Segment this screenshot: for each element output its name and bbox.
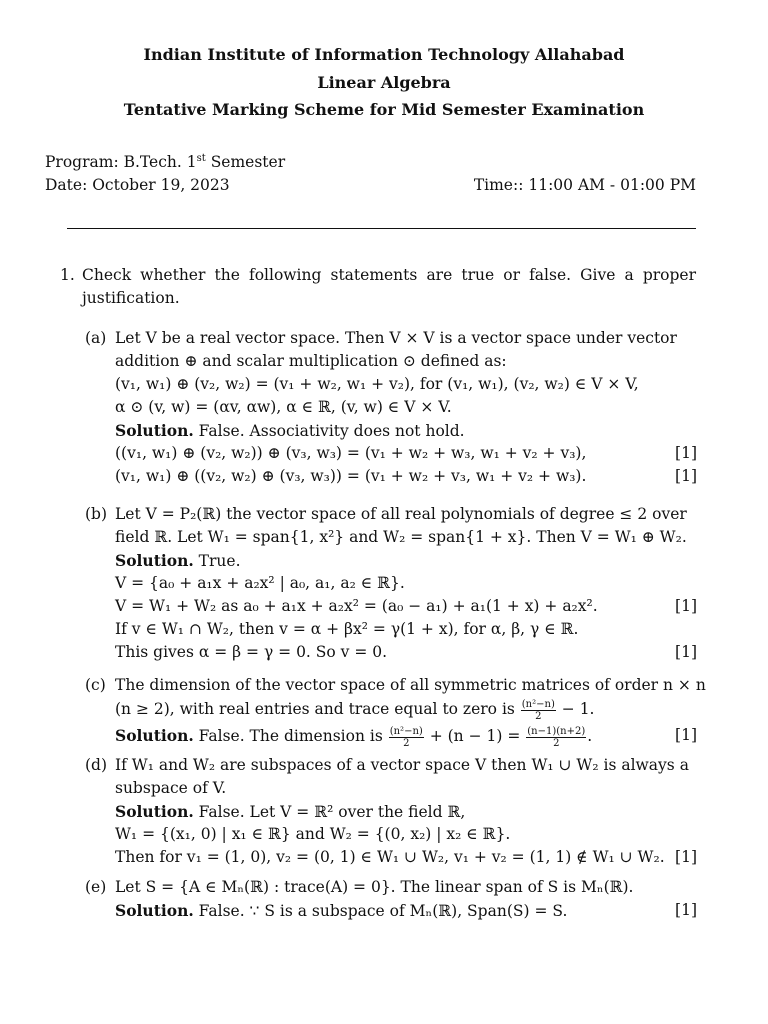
part-d-label: (d) (85, 756, 108, 774)
institute-name: Indian Institute of Information Technology Allahabad (143, 45, 625, 64)
question-number: 1. (60, 266, 75, 284)
part-a-solution-line: (v₁, w₁) ⊕ ((v₂, w₂) ⊕ (v₃, w₃)) = (v₁ + w₂ + v₃, w₁ + v₂ + w₃). (115, 467, 587, 485)
fraction (521, 699, 556, 722)
part-d-solution-line: Then for v₁ = (1, 0), v₂ = (0, 1) ∈ W₁ ∪ W₂, v₁ + v₂ = (1, 1) ∉ W₁ ∪ W₂. (115, 848, 665, 866)
part-a-statement-line: α ⊙ (v, w) = (αv, αw), α ∈ ℝ, (v, w) ∈ V × V. (115, 398, 452, 416)
solution-label: Solution. (115, 802, 194, 821)
mark: [1] (675, 597, 697, 615)
part-e-label: (e) (85, 878, 107, 896)
part-e-solution-text: False. ∵ S is a subspace of Mₙ(ℝ), Span(S) = S. (193, 902, 568, 920)
solution-label: Solution. (115, 551, 194, 570)
mark: [1] (675, 901, 697, 919)
part-a-solution-line: ((v₁, w₁) ⊕ (v₂, w₂)) ⊕ (v₃, w₃) = (v₁ + w₂ + w₃, w₁ + v₂ + v₃), (115, 444, 587, 462)
part-b-solution (115, 549, 241, 572)
fraction-numerator: (n−1)(n+2) (527, 725, 586, 737)
program-info (45, 153, 285, 171)
fraction-denominator: 2 (403, 737, 410, 749)
part-a-statement-line: addition ⊕ and scalar multiplication ⊙ defined as: (115, 352, 507, 370)
part-c-statement-line (115, 698, 595, 721)
fraction-denominator: 2 (535, 710, 542, 722)
part-b-solution-line: This gives α = β = γ = 0. So v = 0. (115, 643, 388, 661)
mark: [1] (675, 444, 697, 462)
part-a-statement-line: Let V be a real vector space. Then V × V is a vector space under vector (115, 329, 677, 347)
part-b-statement-line: field ℝ. Let W₁ = span{1, x²} and W₂ = span{1 + x}. Then V = W₁ ⊕ W₂. (115, 528, 687, 546)
solution-label: Solution. (115, 726, 194, 745)
part-c-solution-text: + (n − 1) = (424, 727, 526, 745)
part-c-text: (n ≥ 2), with real entries and trace equal to zero is (115, 700, 520, 718)
question-text: Check whether the following statements are true or false. Give a proper justification. (82, 266, 696, 307)
part-e (85, 876, 697, 926)
part-a-solution-text: False. Associativity does not hold. (193, 422, 465, 440)
exam-date: Date: October 19, 2023 (45, 176, 230, 194)
part-c-solution-text: . (587, 727, 593, 745)
solution-label: Solution. (115, 901, 194, 920)
document-title: Tentative Marking Scheme for Mid Semester Examination (123, 100, 645, 119)
fraction-numerator: (n²−n) (389, 725, 423, 737)
solution-label: Solution. (115, 421, 194, 440)
part-b-solution-line: V = {a₀ + a₁x + a₂x² | a₀, a₁, a₂ ∈ ℝ}. (115, 574, 405, 592)
mark: [1] (675, 726, 697, 744)
program-superscript: st (196, 153, 206, 164)
fraction (526, 726, 586, 749)
program-prefix: Program: B.Tech. 1 (45, 153, 197, 172)
part-a-statement-line: (v₁, w₁) ⊕ (v₂, w₂) = (v₁ + w₂, w₁ + v₂), for (v₁, w₁), (v₂, w₂) ∈ V × V, (115, 375, 639, 393)
fraction-numerator: (n²−n) (521, 698, 555, 710)
program-suffix: Semester (205, 153, 286, 172)
part-d-statement-line: If W₁ and W₂ are subspaces of a vector space V then W₁ ∪ W₂ is always a (115, 756, 689, 774)
part-b-statement-line: Let V = P₂(ℝ) the vector space of all real polynomials of degree ≤ 2 over (115, 505, 687, 523)
part-b-solution-line: V = W₁ + W₂ as a₀ + a₁x + a₂x² = (a₀ − a₁) + a₁(1 + x) + a₂x². (115, 597, 598, 615)
part-c-text: − 1. (556, 700, 595, 718)
mark: [1] (675, 643, 697, 661)
fraction (389, 726, 424, 749)
part-c-solution-text: False. The dimension is (193, 727, 388, 745)
header-divider (67, 228, 696, 229)
part-a-solution (115, 419, 465, 442)
part-b-solution-text: True. (193, 552, 241, 570)
part-e-statement-line: Let S = {A ∈ Mₙ(ℝ) : trace(A) = 0}. The linear span of S is Mₙ(ℝ). (115, 878, 634, 896)
mark: [1] (675, 467, 697, 485)
question-1 (60, 264, 700, 314)
fraction-denominator: 2 (553, 737, 560, 749)
part-a-label: (a) (85, 329, 107, 347)
part-a (85, 327, 697, 497)
part-b (85, 503, 697, 668)
part-c-label: (c) (85, 676, 106, 694)
part-b-solution-line: If v ∈ W₁ ∩ W₂, then v = α + βx² = γ(1 + x), for α, β, γ ∈ ℝ. (115, 620, 579, 638)
part-d-solution-text: False. Let V = ℝ² over the field ℝ, (193, 803, 466, 821)
part-d-statement-line: subspace of V. (115, 779, 227, 797)
mark: [1] (675, 848, 697, 866)
course-name: Linear Algebra (317, 73, 451, 92)
part-d-solution (115, 800, 465, 823)
part-c-statement-line: The dimension of the vector space of all symmetric matrices of order n × n (115, 676, 706, 694)
part-b-label: (b) (85, 505, 108, 523)
part-c-solution (115, 724, 592, 747)
part-c (85, 674, 706, 754)
part-e-solution (115, 899, 567, 922)
part-d-solution-line: W₁ = {(x₁, 0) | x₁ ∈ ℝ} and W₂ = {(0, x₂) | x₂ ∈ ℝ}. (115, 825, 511, 843)
exam-time: Time:: 11:00 AM - 01:00 PM (473, 176, 696, 194)
part-d (85, 754, 697, 874)
